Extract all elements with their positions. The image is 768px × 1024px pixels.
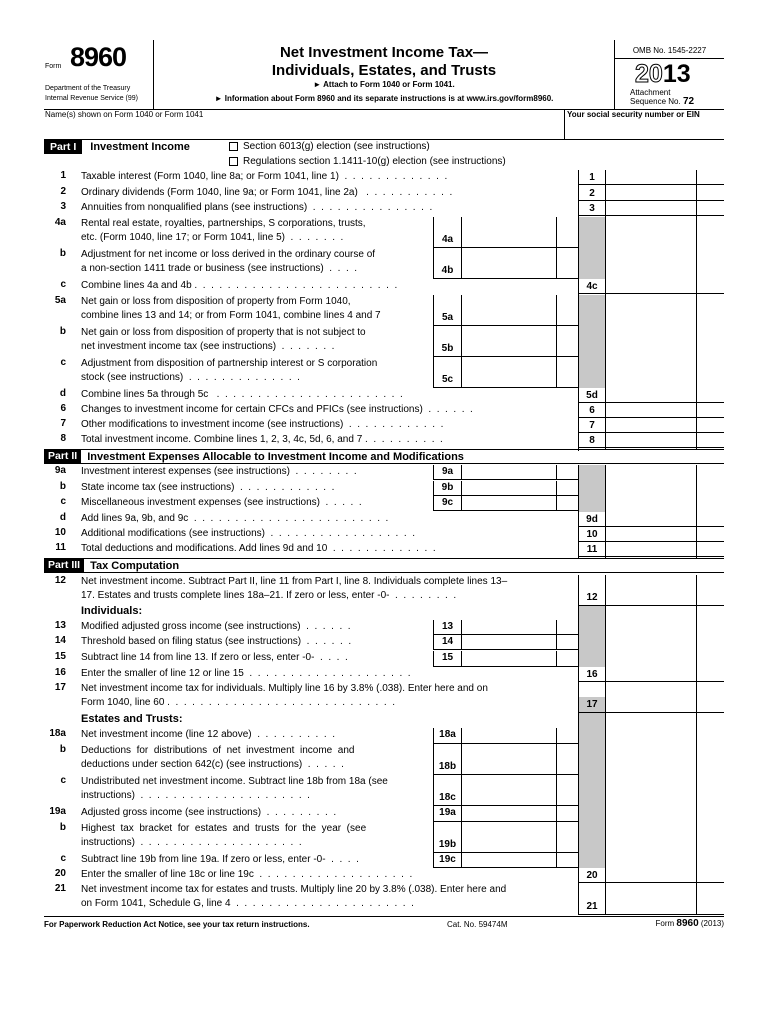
- form-line-15: [44, 651, 724, 667]
- cents-field[interactable]: [697, 433, 724, 448]
- form-footer: [44, 916, 724, 930]
- line-box-label: 10: [579, 527, 605, 542]
- inner-box-label: 19b: [433, 822, 461, 853]
- inner-cents-field[interactable]: [556, 744, 578, 775]
- line-number: 11: [55, 542, 66, 553]
- cents-field[interactable]: [697, 868, 724, 883]
- cents-field[interactable]: [697, 403, 724, 418]
- part1-header: [44, 140, 190, 154]
- line-number: c: [60, 853, 66, 864]
- form-line-9a: [44, 465, 724, 480]
- amount-field[interactable]: [606, 512, 696, 527]
- cents-field[interactable]: [697, 279, 724, 294]
- line-description: Deductions for distributions of net investment income and deductions under section 642(c) (see instructions) . . . . .: [81, 745, 355, 770]
- amount-field[interactable]: [606, 170, 696, 185]
- form-number: 8960: [70, 42, 127, 72]
- inner-box-label: 18c: [433, 775, 461, 806]
- line-description: Adjustment from disposition of partnership interest or S corporation stock (see instructions) . . . . . . . . . . . . . .: [81, 358, 378, 383]
- info-note: ► Information about Form 8960 and its separate instructions is at www.irs.gov/form8960.: [214, 94, 554, 103]
- form-line-19b: [44, 822, 724, 853]
- line-description: Taxable interest (Form 1040, line 8a; or Form 1041, line 1) . . . . . . . . . . . . .: [81, 171, 448, 182]
- inner-amount-field[interactable]: [461, 806, 556, 822]
- tax-year: 2013: [635, 60, 691, 88]
- line-description: Undistributed net investment income. Subtract line 18b from 18a (see instructions) . . . . . . . . . . . . . . . . . . . . .: [81, 776, 388, 801]
- inner-amount-field[interactable]: [461, 853, 556, 868]
- line-description: Combine lines 5a through 5c . . . . . . . . . . . . . . . . . . . . . . .: [81, 389, 403, 400]
- line-number: 1: [60, 170, 66, 181]
- line-description: Adjusted gross income (see instructions) . . . . . . . . .: [81, 807, 337, 818]
- line-number: d: [59, 388, 66, 399]
- inner-box-label: 9b: [433, 481, 461, 496]
- inner-amount-field[interactable]: [461, 481, 556, 496]
- inner-cents-field[interactable]: [556, 295, 578, 326]
- line-description: Combine lines 4a and 4b . . . . . . . . . . . . . . . . . . . . . . . . .: [81, 280, 398, 291]
- line-description: Net investment income. Subtract Part II, line 11 from Part I, line 8. Individuals complete lines 13– 17. Estates and trusts complete lines 18a–21. If zero or less, enter -0- . . . . . . . .: [81, 576, 508, 601]
- line-description: Highest tax bracket for estates and trusts for the year (see instructions) . . . . . . . . . . . . . . . . . . . .: [81, 823, 367, 848]
- inner-box-label: 13: [433, 620, 461, 635]
- line-box-label: 1: [579, 170, 605, 185]
- line-description: Investment interest expenses (see instructions) . . . . . . . .: [81, 466, 357, 477]
- cents-field[interactable]: [697, 575, 724, 606]
- inner-amount-field[interactable]: [461, 651, 556, 667]
- line-box-label: 9d: [579, 512, 605, 527]
- part3-badge: Part III: [44, 559, 84, 572]
- inner-amount-field[interactable]: [461, 326, 556, 357]
- amount-field[interactable]: [606, 403, 696, 418]
- form-header: [44, 40, 724, 110]
- amount-field[interactable]: [606, 186, 696, 201]
- inner-cents-field[interactable]: [556, 357, 578, 388]
- election1-checkbox[interactable]: [229, 142, 238, 151]
- line-box-label: 7: [579, 418, 605, 433]
- line-description: Subtract line 19b from line 19a. If zero or less, enter -0- . . . .: [81, 854, 359, 865]
- cents-field[interactable]: [697, 388, 724, 403]
- cents-field[interactable]: [697, 512, 724, 527]
- inner-cents-field[interactable]: [556, 465, 578, 480]
- line-number: 8: [60, 433, 66, 444]
- inner-cents-field[interactable]: [556, 635, 578, 650]
- catalog-number: Cat. No. 59474M: [447, 920, 508, 929]
- inner-box-label: 19a: [433, 806, 461, 822]
- inner-amount-field[interactable]: [461, 465, 556, 480]
- inner-box-label: 4b: [433, 248, 461, 279]
- line-box-label: 16: [579, 667, 605, 682]
- line-number: c: [60, 496, 66, 507]
- form-line-19a: [44, 806, 724, 822]
- amount-field[interactable]: [606, 418, 696, 433]
- election1-checkbox-row[interactable]: Section 6013(g) election (see instructions): [229, 141, 430, 152]
- individuals-subhead: Individuals:: [81, 605, 143, 617]
- line-description: Miscellaneous investment expenses (see instructions) . . . . .: [81, 497, 362, 508]
- inner-amount-field[interactable]: [461, 744, 556, 775]
- line-box-label: 8: [579, 433, 605, 448]
- name-row: [44, 110, 724, 140]
- footer-form-id: Form 8960 (2013): [655, 918, 724, 929]
- inner-amount-field[interactable]: [461, 635, 556, 650]
- inner-amount-field[interactable]: [461, 295, 556, 326]
- line-description: Changes to investment income for certain CFCs and PFICs (see instructions) . . . . . .: [81, 404, 473, 415]
- line-description: Enter the smaller of line 12 or line 15 . . . . . . . . . . . . . . . . . . . .: [81, 668, 411, 679]
- inner-box-label: 5a: [433, 295, 461, 326]
- form-title-block: [154, 40, 614, 110]
- part2-header: [44, 449, 724, 464]
- part3-title: Tax Computation: [90, 559, 180, 572]
- inner-box-label: 9a: [433, 465, 461, 480]
- line-number: 14: [54, 635, 66, 646]
- election2-checkbox-row[interactable]: Regulations section 1.1411-10(g) election (see instructions): [229, 156, 506, 167]
- line-box-label: 6: [579, 403, 605, 418]
- election2-checkbox[interactable]: [229, 157, 238, 166]
- line-number: 13: [54, 620, 66, 631]
- form-title-line1: Net Investment Income Tax—: [279, 44, 489, 61]
- line-number: 3: [60, 201, 66, 212]
- line-number: d: [59, 512, 66, 523]
- amount-field[interactable]: [606, 868, 696, 883]
- form-line-19c: [44, 853, 724, 868]
- inner-box-label: 4a: [433, 217, 461, 248]
- estates-subhead: Estates and Trusts:: [81, 713, 183, 725]
- form-word: Form: [45, 63, 62, 70]
- inner-cents-field[interactable]: [556, 651, 578, 667]
- line-number: c: [60, 279, 66, 290]
- line-number: 20: [54, 868, 66, 879]
- form-line-5a: [44, 295, 724, 326]
- line-number: 5a: [54, 295, 66, 306]
- inner-box-label: 5b: [433, 326, 461, 357]
- line-box-label: 20: [579, 868, 605, 883]
- form-line-18b: [44, 744, 724, 775]
- cents-field[interactable]: [697, 418, 724, 433]
- line-number: b: [59, 248, 66, 259]
- line-description: Net gain or loss from disposition of property from Form 1040, combine lines 13 and 14; or from Form 1041, combine lines 4 and 7: [81, 296, 381, 321]
- cents-field[interactable]: [697, 883, 724, 915]
- inner-cents-field[interactable]: [556, 853, 578, 868]
- inner-cents-field[interactable]: [556, 822, 578, 853]
- form-id-block: [44, 40, 154, 110]
- line-box-label: 3: [579, 201, 605, 216]
- line-number: 18a: [49, 728, 66, 739]
- inner-box-label: 18a: [433, 728, 461, 744]
- line-description: Total deductions and modifications. Add lines 9d and 10 . . . . . . . . . . . . .: [81, 543, 436, 554]
- line-number: 17: [54, 682, 66, 693]
- line-number: 7: [60, 418, 66, 429]
- line-number: 16: [54, 667, 66, 678]
- line-description: Net investment income tax for estates and trusts. Multiply line 20 by 3.8% (.038). Enter here and on Form 1041, Schedule G, line 4 . . . . . . . . . . . . . . . . . . . . . .: [81, 884, 507, 909]
- cents-field[interactable]: [697, 186, 724, 201]
- line-number: 12: [54, 575, 66, 586]
- inner-amount-field[interactable]: [461, 822, 556, 853]
- inner-cents-field[interactable]: [556, 326, 578, 357]
- attach-note: ► Attach to Form 1040 or Form 1041.: [313, 80, 455, 89]
- ssn-field[interactable]: Your social security number or EIN: [564, 110, 724, 140]
- amount-field[interactable]: [606, 527, 696, 542]
- inner-box-label: 5c: [433, 357, 461, 388]
- line-number: 19a: [49, 806, 66, 817]
- line-box-label: 12: [579, 575, 605, 606]
- line-description: Net investment income (line 12 above) . . . . . . . . . .: [81, 729, 335, 740]
- form-line-14: [44, 635, 724, 650]
- line-box-label: 17: [579, 682, 605, 713]
- form-line-5c: [44, 357, 724, 388]
- form-line-18a: [44, 728, 724, 744]
- department-label: Department of the Treasury Internal Revenue Service (99): [45, 85, 138, 102]
- inner-amount-field[interactable]: [461, 728, 556, 744]
- cents-field[interactable]: [697, 682, 724, 713]
- inner-amount-field[interactable]: [461, 496, 556, 511]
- line-description: State income tax (see instructions) . . . . . . . . . . . .: [81, 482, 335, 493]
- line-description: Annuities from nonqualified plans (see instructions) . . . . . . . . . . . . . . .: [81, 202, 433, 213]
- line-description: Net investment income tax for individuals. Multiply line 16 by 3.8% (.038). Enter here and on Form 1040, line 60 . . . . . . . . . . . . . . . . . . . . . . . . . . . .: [81, 683, 488, 708]
- inner-cents-field[interactable]: [556, 728, 578, 744]
- cents-field[interactable]: [697, 170, 724, 185]
- form-8960: [44, 40, 724, 935]
- line-box-label: 2: [579, 186, 605, 201]
- inner-amount-field[interactable]: [461, 357, 556, 388]
- inner-box-label: 18b: [433, 744, 461, 775]
- line-description: Rental real estate, royalties, partnerships, S corporations, trusts, etc. (Form 1040, line 17; or Form 1041, line 5) . . . . . . .: [81, 218, 366, 243]
- inner-cents-field[interactable]: [556, 217, 578, 248]
- line-description: Additional modifications (see instructions) . . . . . . . . . . . . . . . . . .: [81, 528, 416, 539]
- cents-field[interactable]: [697, 542, 724, 557]
- form-line-9c: [44, 496, 724, 511]
- amount-field[interactable]: [606, 433, 696, 448]
- line-description: Threshold based on filing status (see instructions) . . . . . .: [81, 636, 352, 647]
- inner-cents-field[interactable]: [556, 248, 578, 279]
- amount-field[interactable]: [606, 388, 696, 403]
- line-description: Total investment income. Combine lines 1, 2, 3, 4c, 5d, 6, and 7 . . . . . . . . . .: [81, 434, 443, 445]
- inner-amount-field[interactable]: [461, 217, 556, 248]
- part2-title: Investment Expenses Allocable to Investment Income and Modifications: [87, 450, 464, 463]
- line-box-label: 5d: [579, 388, 605, 403]
- inner-box-label: 14: [433, 635, 461, 650]
- amount-field[interactable]: [606, 667, 696, 682]
- part1-title: Investment Income: [90, 141, 190, 153]
- form-line-4a: [44, 217, 724, 248]
- cents-field[interactable]: [697, 527, 724, 542]
- cents-field[interactable]: [697, 201, 724, 216]
- line-number: b: [59, 326, 66, 337]
- omb-block: [614, 40, 724, 110]
- line-number: 6: [60, 403, 66, 414]
- line-description: Enter the smaller of line 18c or line 19c . . . . . . . . . . . . . . . . . . .: [81, 869, 413, 880]
- inner-amount-field[interactable]: [461, 620, 556, 635]
- inner-box-label: 15: [433, 651, 461, 667]
- line-number: 4a: [54, 217, 66, 228]
- attachment-sequence: Attachment Sequence No. 72: [630, 88, 695, 107]
- inner-cents-field[interactable]: [556, 775, 578, 806]
- form-line-18c: [44, 775, 724, 806]
- line-description: Ordinary dividends (Form 1040, line 9a; or Form 1041, line 2a) . . . . . . . . . . .: [81, 187, 453, 198]
- amount-field[interactable]: [606, 682, 696, 713]
- line-description: Other modifications to investment income (see instructions) . . . . . . . . . . . .: [81, 419, 444, 430]
- amount-field[interactable]: [606, 201, 696, 216]
- line-description: Add lines 9a, 9b, and 9c . . . . . . . . . . . . . . . . . . . . . . . .: [81, 513, 389, 524]
- form-line-5b: [44, 326, 724, 357]
- form-title-line2: Individuals, Estates, and Trusts: [271, 62, 497, 79]
- line-number: 15: [54, 651, 66, 662]
- line-box-label: 21: [579, 883, 605, 915]
- form-line-13: [44, 620, 724, 635]
- line-number: b: [59, 481, 66, 492]
- inner-amount-field[interactable]: [461, 775, 556, 806]
- part2-badge: Part II: [44, 450, 81, 463]
- amount-field[interactable]: [606, 575, 696, 606]
- paperwork-notice: For Paperwork Reduction Act Notice, see your tax return instructions.: [44, 920, 310, 929]
- line-number: 21: [54, 883, 66, 894]
- omb-number: OMB No. 1545-2227: [615, 46, 724, 59]
- inner-cents-field[interactable]: [556, 481, 578, 496]
- form-line-4b: [44, 248, 724, 279]
- inner-cents-field[interactable]: [556, 496, 578, 511]
- amount-field[interactable]: [606, 279, 696, 294]
- line-number: b: [59, 744, 66, 755]
- cents-field[interactable]: [697, 667, 724, 682]
- inner-cents-field[interactable]: [556, 620, 578, 635]
- inner-cents-field[interactable]: [556, 806, 578, 822]
- line-number: c: [60, 775, 66, 786]
- line-number: 9a: [54, 465, 66, 476]
- form-line-9b: [44, 481, 724, 496]
- line-number: b: [59, 822, 66, 833]
- amount-field[interactable]: [606, 542, 696, 557]
- line-box-label: 4c: [579, 279, 605, 294]
- line-description: Net gain or loss from disposition of property that is not subject to net investment income tax (see instructions) . . . . . . .: [81, 327, 366, 352]
- part1-badge: Part I: [44, 140, 82, 154]
- part3-header: [44, 558, 724, 573]
- name-field[interactable]: Name(s) shown on Form 1040 or Form 1041: [45, 110, 204, 119]
- line-number: 2: [60, 186, 66, 197]
- inner-box-label: 19c: [433, 853, 461, 868]
- amount-field[interactable]: [606, 883, 696, 915]
- line-description: Adjustment for net income or loss derived in the ordinary course of a non-section 1411 trade or business (see instructions) . . . .: [81, 249, 376, 274]
- line-number: c: [60, 357, 66, 368]
- inner-box-label: 9c: [433, 496, 461, 511]
- line-number: 10: [54, 527, 66, 538]
- line-description: Modified adjusted gross income (see instructions) . . . . . .: [81, 621, 351, 632]
- line-description: Subtract line 14 from line 13. If zero or less, enter -0- . . . .: [81, 652, 348, 663]
- line-box-label: 11: [579, 542, 605, 557]
- inner-amount-field[interactable]: [461, 248, 556, 279]
